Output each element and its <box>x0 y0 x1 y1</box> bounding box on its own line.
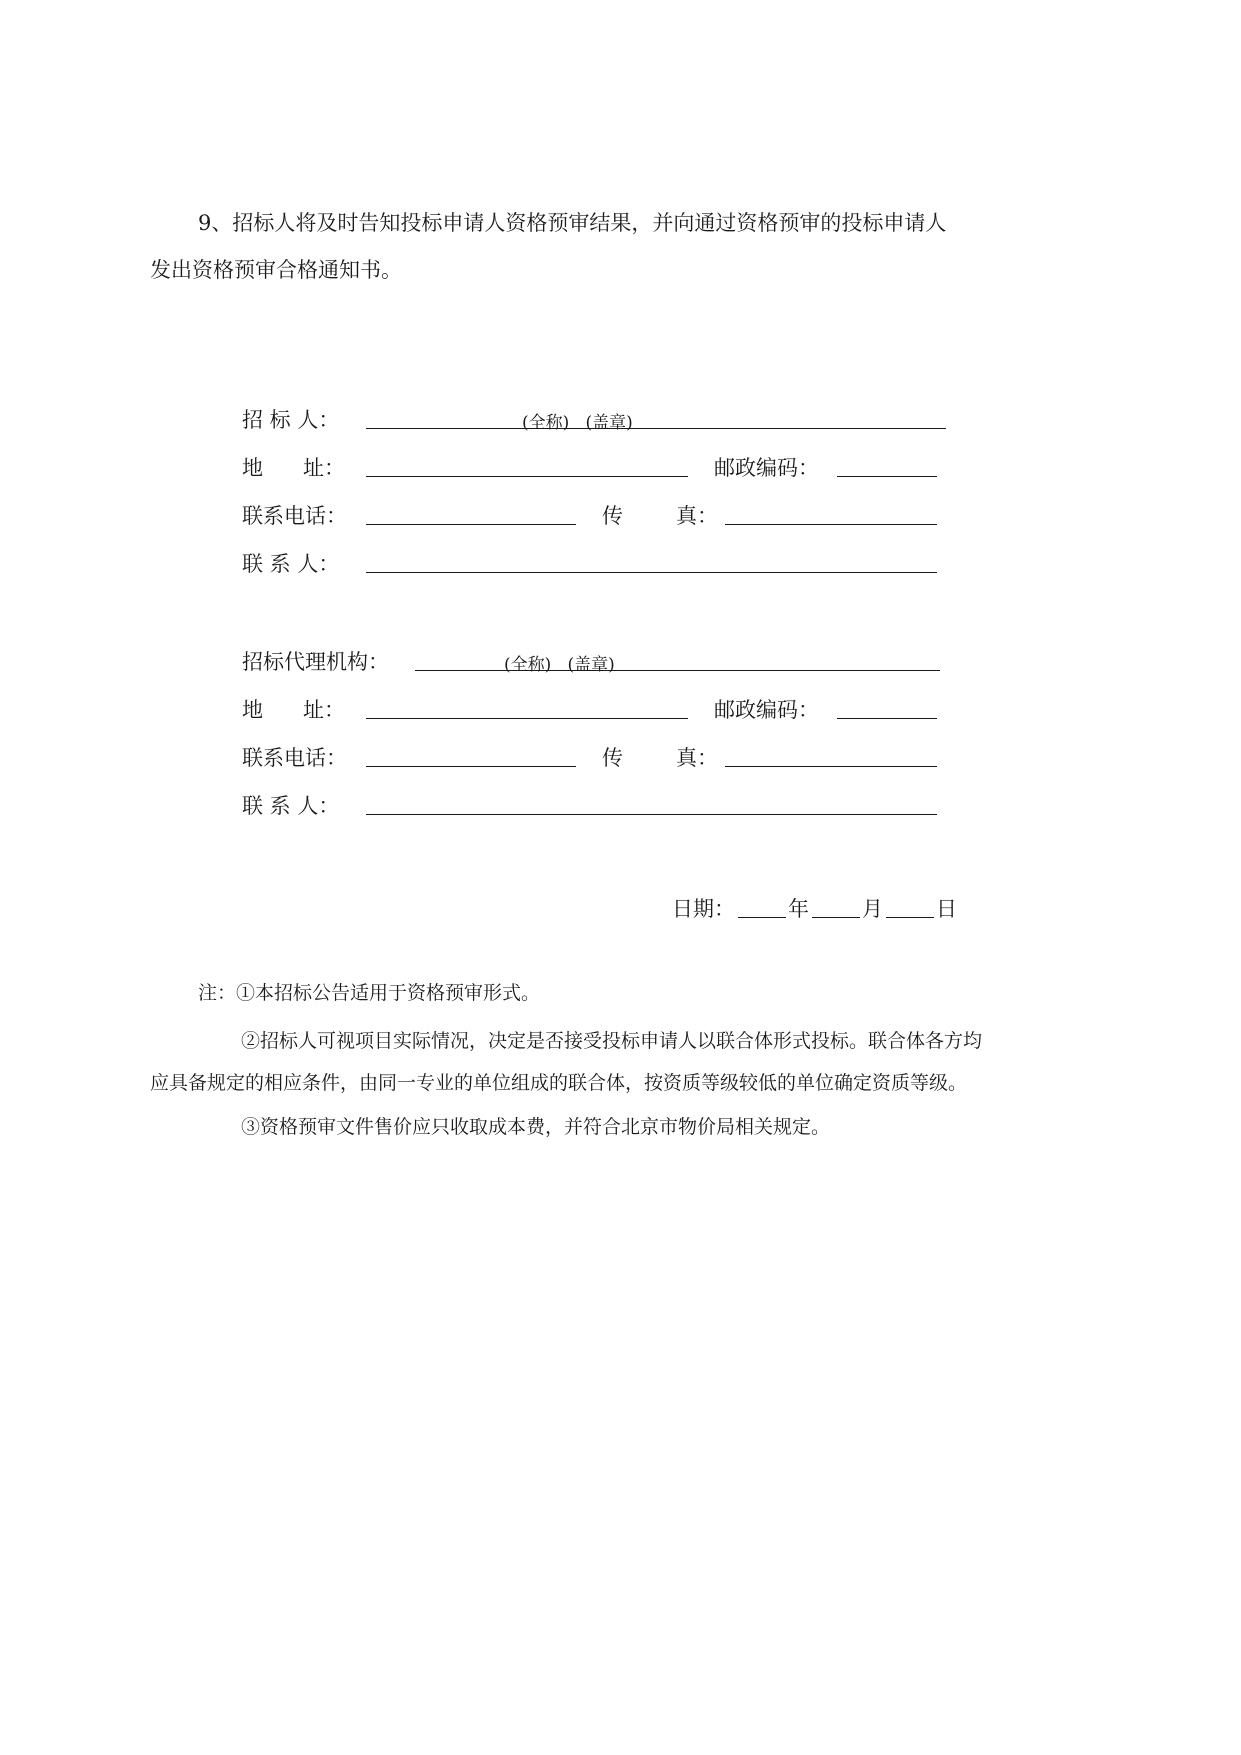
agency-phone-row <box>242 742 952 782</box>
agency-contact-field[interactable] <box>366 790 937 815</box>
tenderer-fax-field[interactable] <box>725 500 937 525</box>
agency-name-hint: (全称) (盖章) <box>504 655 615 675</box>
agency-contact-label: 联 系 人： <box>242 794 340 818</box>
tenderer-name-field[interactable] <box>366 404 946 429</box>
agency-contact-row <box>242 790 952 830</box>
date-month-field[interactable] <box>812 893 860 918</box>
tenderer-contact-label: 联 系 人： <box>242 552 340 576</box>
date-day-field[interactable] <box>886 893 934 918</box>
agency-name-field[interactable] <box>415 646 940 671</box>
tenderer-postcode-label: 邮政编码： <box>714 456 819 480</box>
agency-phone-label: 联系电话： <box>242 746 347 770</box>
agency-postcode-field[interactable] <box>837 694 937 719</box>
clause-9-line-2: 发出资格预审合格通知书。 <box>150 258 402 282</box>
tenderer-phone-label: 联系电话： <box>242 504 347 528</box>
tenderer-address-row <box>242 452 952 492</box>
tenderer-postcode-field[interactable] <box>837 452 937 477</box>
agency-name-row <box>242 646 952 686</box>
note-2-line-1: ②招标人可视项目实际情况，决定是否接受投标申请人以联合体形式投标。联合体各方均 <box>241 1030 983 1052</box>
date-day-label: 日 <box>936 897 957 921</box>
tenderer-fax-label-1: 传 <box>602 504 623 528</box>
agency-fax-label-2: 真： <box>676 746 718 770</box>
tenderer-phone-row <box>242 500 952 540</box>
date-month-label: 月 <box>862 897 883 921</box>
tenderer-name-hint: (全称) (盖章) <box>522 413 633 433</box>
agency-fax-field[interactable] <box>725 742 937 767</box>
note-2-line-2: 应具备规定的相应条件，由同一专业的单位组成的联合体，按资质等级较低的单位确定资质等级。 <box>150 1072 968 1094</box>
clause-9-line-1: 9、招标人将及时告知投标申请人资格预审结果，并向通过资格预审的投标申请人 <box>198 211 947 235</box>
agency-address-row <box>242 694 952 734</box>
tenderer-phone-field[interactable] <box>366 500 576 525</box>
date-year-label: 年 <box>788 897 809 921</box>
date-label: 日期： <box>672 897 735 921</box>
note-1: 注：①本招标公告适用于资格预审形式。 <box>198 982 541 1004</box>
tenderer-name-row <box>242 404 952 444</box>
tenderer-contact-field[interactable] <box>366 548 937 573</box>
agency-postcode-label: 邮政编码： <box>714 698 819 722</box>
agency-address-label: 地 址： <box>242 698 346 722</box>
tenderer-name-label: 招 标 人： <box>242 408 340 432</box>
date-year-field[interactable] <box>738 893 786 918</box>
agency-fax-label-1: 传 <box>602 746 623 770</box>
tenderer-fax-label-2: 真： <box>676 504 718 528</box>
tenderer-address-field[interactable] <box>366 452 688 477</box>
tenderer-address-label: 地 址： <box>242 456 346 480</box>
agency-phone-field[interactable] <box>366 742 576 767</box>
agency-name-label: 招标代理机构： <box>242 650 389 674</box>
agency-address-field[interactable] <box>366 694 688 719</box>
note-3: ③资格预审文件售价应只收取成本费，并符合北京市物价局相关规定。 <box>241 1116 831 1138</box>
tenderer-contact-row <box>242 548 952 588</box>
